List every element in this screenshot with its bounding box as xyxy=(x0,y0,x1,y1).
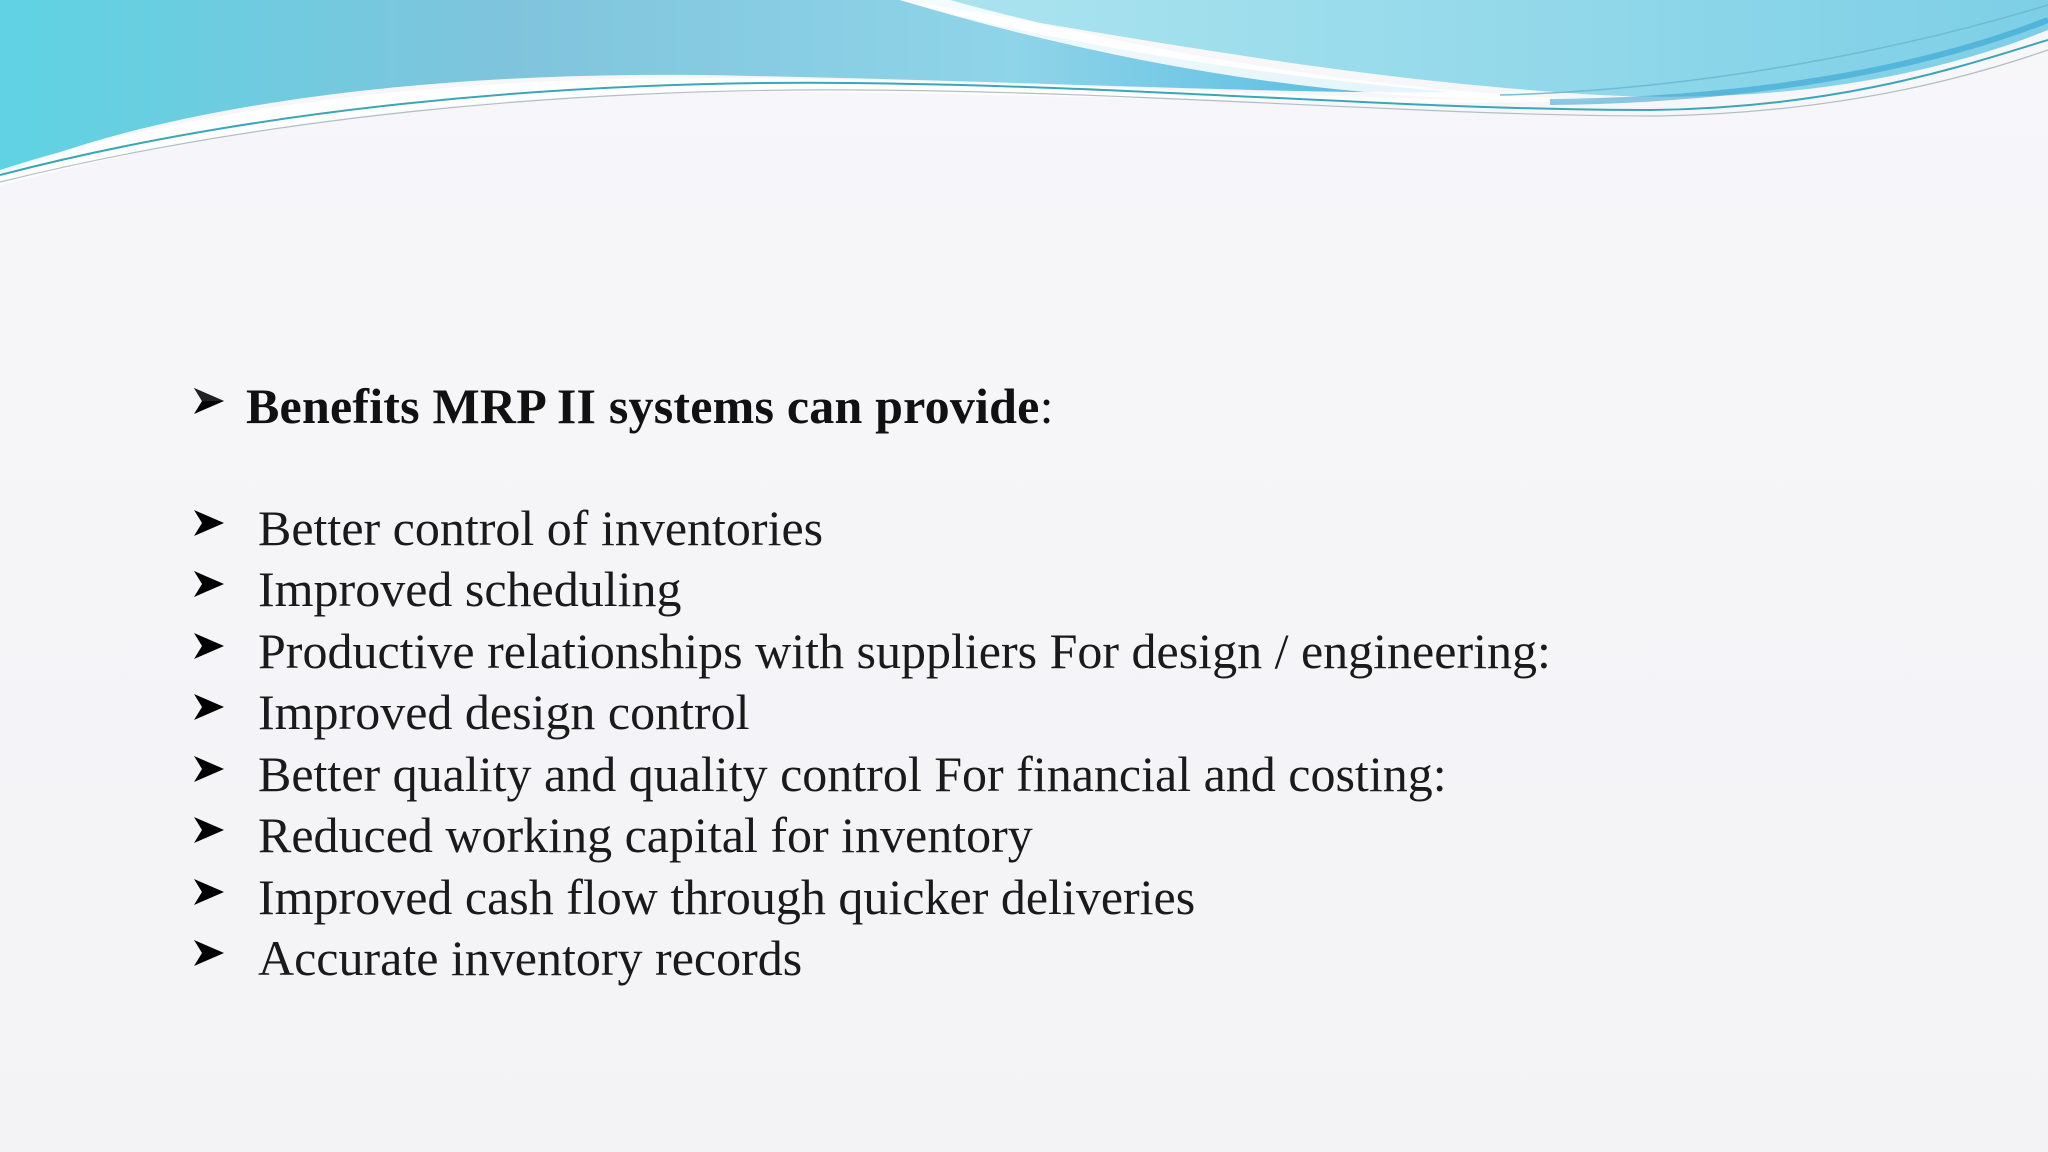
arrowhead-bullet-icon xyxy=(192,569,258,609)
list-item-text: Better control of inventories xyxy=(258,499,824,556)
list-item xyxy=(192,866,1992,928)
list-item-text: Improved cash flow through quicker deliveries xyxy=(258,868,1196,925)
list-item xyxy=(192,497,1992,559)
arrowhead-bullet-icon xyxy=(192,938,258,978)
list-item xyxy=(192,559,1992,621)
list-item-text: Better quality and quality control For financial and costing: xyxy=(258,745,1447,802)
arrowhead-bullet-icon xyxy=(192,815,258,855)
arrowhead-bullet-icon xyxy=(192,508,258,548)
list-item xyxy=(192,620,1992,682)
list-item-text: Accurate inventory records xyxy=(258,930,803,987)
arrowhead-bullet-icon xyxy=(192,692,258,732)
arrowhead-bullet-icon xyxy=(192,877,258,917)
benefits-list xyxy=(192,497,1992,989)
heading-text: Benefits MRP II systems can provide xyxy=(246,378,1040,434)
arrowhead-bullet-icon xyxy=(192,631,258,671)
list-item-text: Improved design control xyxy=(258,684,750,741)
list-item-text: Improved scheduling xyxy=(258,561,682,618)
slide-content xyxy=(192,375,1992,989)
list-item xyxy=(192,682,1992,744)
arrowhead-bullet-icon xyxy=(192,386,246,426)
list-item xyxy=(192,805,1992,867)
list-item xyxy=(192,743,1992,805)
header-wave-decoration xyxy=(0,0,2048,200)
list-item xyxy=(192,928,1992,990)
list-item-text: Reduced working capital for inventory xyxy=(258,807,1033,864)
arrowhead-bullet-icon xyxy=(192,754,258,794)
list-item-text: Productive relationships with suppliers For design / engineering: xyxy=(258,622,1551,679)
slide-heading xyxy=(192,375,1992,437)
heading-colon: : xyxy=(1039,378,1054,434)
